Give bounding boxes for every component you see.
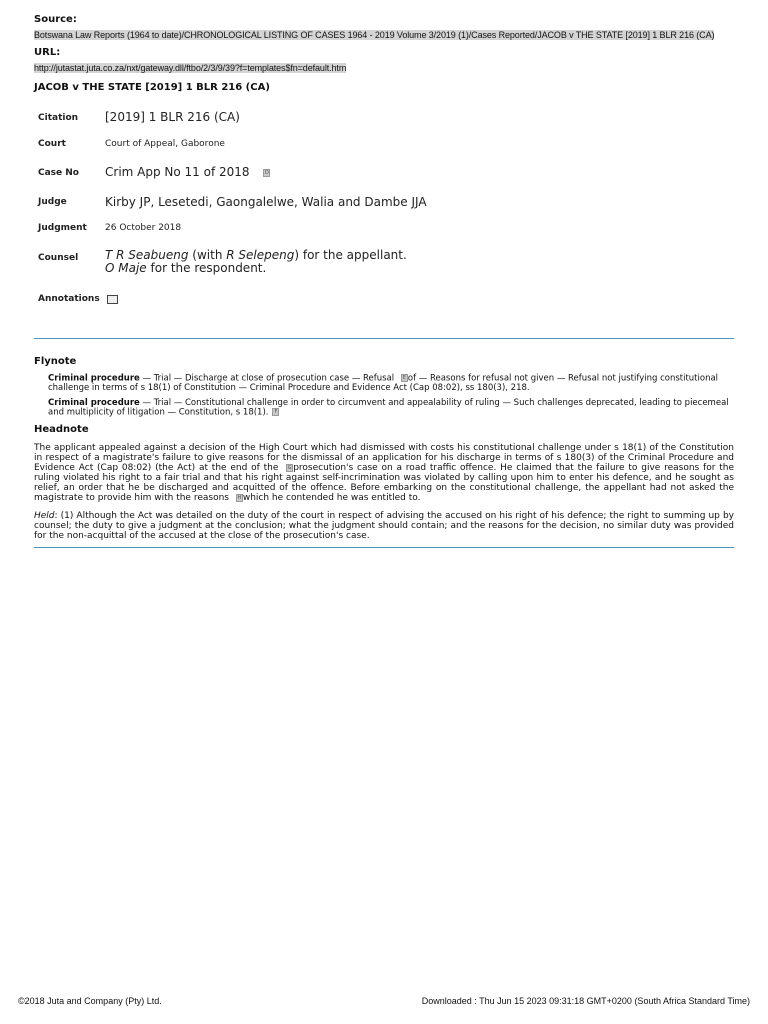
court-key: Court <box>38 139 66 149</box>
citation-value: [2019] 1 BLR 216 (CA) <box>105 110 240 124</box>
copyright-text: ©2018 Juta and Company (Pty) Ltd. <box>18 996 162 1006</box>
annotations-key: Annotations <box>38 294 100 304</box>
annotations-icon[interactable] <box>107 295 118 304</box>
judgment-row <box>38 223 427 249</box>
page-marker-f-icon[interactable]: F <box>272 408 279 416</box>
counsel-respondent-rest: for the respondent. <box>146 261 267 275</box>
counsel-row <box>38 249 427 292</box>
citation-row <box>38 110 427 139</box>
headnote-title: Headnote <box>34 424 89 435</box>
held-text: : (1) Although the Act was detailed on the duty of the court in respect of advising the accused on his right of his defence; the right to summing up by counsel; the duty to give a judgment at the conclusion; what the judgment should contain; and the reasons for the decision, no similar duty was provided for the non-acquittal of the accused at the close of the prosecution's case. <box>34 511 734 541</box>
headnote-paragraph <box>34 443 734 503</box>
court-row <box>38 139 427 165</box>
counsel-with: (with <box>188 248 227 262</box>
case-no-row <box>38 165 427 195</box>
flynote-item-head: Criminal procedure <box>48 397 140 408</box>
court-value: Court of Appeal, Gaborone <box>105 139 225 149</box>
counsel-respondent <box>105 262 427 275</box>
flynote-item-text: of — Reasons for refusal not given — Refusal not justifying constitutional challenge in terms of s 18(1) of Constitution — Criminal Procedure and Evidence Act (Cap 08:02), ss 180(3), 218. <box>48 373 719 393</box>
divider-top <box>34 338 734 339</box>
flynote-item <box>48 399 730 419</box>
flynote-item-text: — Trial — Constitutional challenge in order to circumvent and appealability of ruling — Such challenges deprecated, leading to piecemeal and multiplicity of litigation — Constitution, s 18(1). <box>48 397 729 418</box>
citation-key: Citation <box>38 113 79 123</box>
case-no-cell <box>105 165 427 195</box>
flynote-title: Flynote <box>34 356 77 367</box>
page-marker-e-icon[interactable]: E <box>402 375 406 381</box>
case-no-key: Case No <box>38 168 79 178</box>
flynote-item-head: Criminal procedure <box>48 373 140 384</box>
divider-bottom <box>34 547 734 548</box>
source-path[interactable]: Botswana Law Reports (1964 to date)/CHRONOLOGICAL LISTING OF CASES 1964 - 2019 Volume 3/2019 (1)/Cases Reported/JACOB v THE STATE [2019] 1 BLR 216 (CA) <box>34 30 715 40</box>
url-link[interactable]: http://jutastat.juta.co.za/nxt/gateway.dll/ftbo/2/3/9/39?f=templates$fn=default.htm <box>34 63 347 73</box>
url-label: URL: <box>34 47 61 58</box>
headnote-text: which he contended he was entitled to. <box>242 493 421 503</box>
page-footer <box>18 996 750 1006</box>
page-marker-g-icon[interactable]: G <box>287 464 292 471</box>
counsel-appellant-name2: R Selepeng <box>226 248 295 262</box>
source-path-block <box>34 27 724 41</box>
annotations-cell <box>105 292 427 306</box>
counsel-key: Counsel <box>38 253 79 263</box>
page-marker-d-icon[interactable]: D <box>264 169 269 176</box>
counsel-value <box>105 249 427 292</box>
counsel-respondent-name: O Maje <box>105 261 147 275</box>
document-page <box>34 14 734 548</box>
source-label: Source: <box>34 14 77 25</box>
counsel-appellant-name: T R Seabueng <box>105 248 189 262</box>
judge-key: Judge <box>38 197 67 207</box>
flynote-item <box>48 374 730 394</box>
headnote-text: The applicant appealed against a decision of the High Court which had dismissed with costs his constitutional challenge under s 18(1) of the Constitution in respect of a magistrate's failure to give reasons for the dismissal of an application for his discharge in terms of s 180(3) of the Criminal Procedure and Evidence Act (Cap 08:02) (the Act) at the end of the <box>34 443 734 473</box>
url-block <box>34 60 734 74</box>
case-no-value: Crim App No 11 of 2018 <box>105 165 250 179</box>
judgment-key: Judgment <box>38 223 87 233</box>
case-title: JACOB v THE STATE [2019] 1 BLR 216 (CA) <box>34 82 270 93</box>
headnote-text: prosecution's case on a road traffic offence. He claimed that the failure to give reasons for the ruling violated his right to a fair trial and that his right against self-incrimination was violated by calling upon him to enter his defence, and he sought as relief, an order that he be discharged and acquitted of the offence. Before embarking on the constitutional challenge, the appellant had not asked the magistrate to provide him with the reasons <box>34 463 734 503</box>
download-timestamp: Downloaded : Thu Jun 15 2023 09:31:18 GMT+0200 (South Africa Standard Time) <box>421 996 750 1006</box>
page-marker-h-icon[interactable]: H <box>237 494 242 501</box>
judge-value: Kirby JP, Lesetedi, Gaongalelwe, Walia and Dambe JJA <box>105 195 427 209</box>
annotations-row <box>38 292 427 306</box>
held-paragraph <box>34 511 734 541</box>
case-metadata-table <box>38 110 427 306</box>
judgment-value: 26 October 2018 <box>105 223 182 233</box>
held-label: Held <box>34 511 55 521</box>
counsel-appellant-rest: ) for the appellant. <box>294 248 407 262</box>
flynote-item-text: — Trial — Discharge at close of prosecution case — Refusal <box>139 373 397 384</box>
judge-row <box>38 195 427 223</box>
